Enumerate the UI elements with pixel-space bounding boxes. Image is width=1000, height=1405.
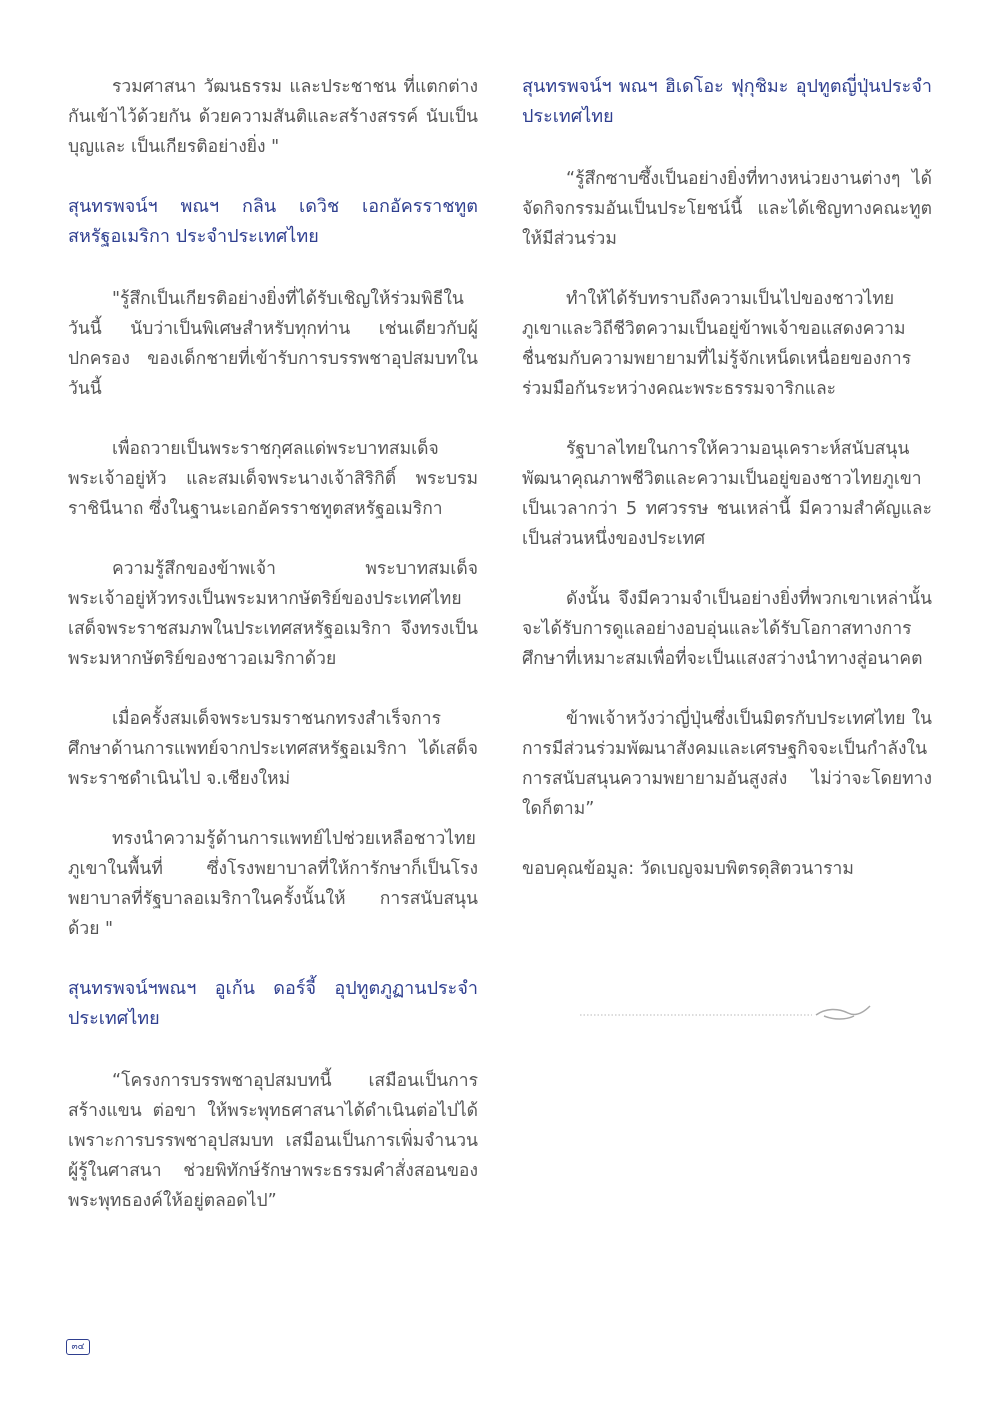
paragraph: รัฐบาลไทยในการให้ความอนุเคราะห์สนับสนุนพัฒนาคุณภาพชีวิตและความเป็นอยู่ของชาวไทยภูเขาเป็นเวลากว่า 5 ทศวรรษ ชนเหล่านี้ มีความสำคัญและเป็นส่วนหนึ่งของประเทศ (522, 439, 932, 549)
paragraph: ดังนั้น จึงมีความจำเป็นอย่างยิ่งที่พวกเขาเหล่านั้น จะได้รับการดูแลอย่างอบอุ่นและได้รับโอกาสทางการศึกษาที่เหมาะสมเพื่อที่จะเป็นแสงสว่างนำทางสู่อนาคต (522, 589, 932, 669)
paragraph: ทำให้ได้รับทราบถึงความเป็นไปของชาวไทยภูเขาและวิถีชีวิตความเป็นอยู่ข้าพเจ้าขอแสดงความชื่นชมกับความพยายามที่ไม่รู้จักเหน็ดเหนื่อยของการร่วมมือกันระหว่างคณะพระธรรมจาริกและ (522, 289, 912, 399)
paragraph: เมื่อครั้งสมเด็จพระบรมราชนกทรงสำเร็จการศึกษาด้านการแพทย์จากประเทศสหรัฐอเมริกา ได้เสด็จพระราชดำเนินไป จ.เชียงใหม่ (68, 709, 478, 789)
section-heading: สุนทรพจน์ฯ พณฯ กลิน เดวิช เอกอัครราชทูตสหรัฐอเมริกา ประจำประเทศไทย (68, 196, 478, 247)
paragraph: ทรงนำความรู้ด้านการแพทย์ไปช่วยเหลือชาวไทยภูเขาในพื้นที่ ซึ่งโรงพยาบาลที่ให้การักษาก็เป็นโรงพยาบาลที่รัฐบาลอเมริกาในครั้งนั้นให้ การสนับสนุนด้วย " (68, 829, 478, 939)
paragraph: รวมศาสนา วัฒนธรรม และประชาชน ที่แตกต่างกันเข้าไว้ด้วยกัน ด้วยความสันติและสร้างสรรค์ นับเป็นบุญและ เป็นเกียรติอย่างยิ่ง " (68, 77, 478, 157)
paragraph: ข้าพเจ้าหวังว่าญี่ปุ่นซึ่งเป็นมิตรกับประเทศไทย ในการมีส่วนร่วมพัฒนาสังคมและเศรษฐกิจจะเป็นกำลังในการสนับสนุนความพยายามอันสูงส่ง ไม่ว่าจะโดยทางใดก็ตาม” (522, 709, 932, 819)
paragraph: "รู้สึกเป็นเกียรติอย่างยิ่งที่ได้รับเชิญให้ร่วมพิธีในวันนี้ นับว่าเป็นพิเศษสำหรับทุกท่าน เช่นเดียวกับผู้ปกครอง ของเด็กชายที่เข้ารับการบรรพชาอุปสมบทในวันนี้ (68, 289, 478, 399)
paragraph: “โครงการบรรพชาอุปสมบทนี้ เสมือนเป็นการสร้างแขน ต่อขา ให้พระพุทธศาสนาได้ดำเนินต่อไปได้ เพราะการบรรพชาอุปสมบท เสมือนเป็นการเพิ่มจำนวนผู้รู้ในศาสนา ช่วยพิทักษ์รักษาพระธรรมคำสั่งสอนของพระพุทธองค์ให้อยู่ตลอดไป” (68, 1071, 478, 1211)
ornament-divider-icon (580, 1000, 880, 1024)
left-column (68, 72, 478, 1246)
page-number: ๓๔ (66, 1339, 90, 1355)
right-column (522, 72, 932, 914)
credit-line: ขอบคุณข้อมูล: วัดเบญจมบพิตรดุสิตวนาราม (522, 859, 854, 879)
paragraph: ความรู้สึกของข้าพเจ้า พระบาทสมเด็จพระเจ้าอยู่หัวทรงเป็นพระมหากษัตริย์ของประเทศไทย เสด็จพระราชสมภพในประเทศสหรัฐอเมริกา จึงทรงเป็นพระมหากษัตริย์ของชาวอเมริกาด้วย (68, 559, 478, 669)
section-heading: สุนทรพจน์ฯพณฯ อูเก้น ดอร์จี้ อุปทูตภูฏานประจำประเทศไทย (68, 978, 478, 1029)
section-heading: สุนทรพจน์ฯ พณฯ ฮิเดโอะ ฟุกุชิมะ อุปทูตญี่ปุ่นประจำประเทศไทย (522, 76, 932, 127)
paragraph: เพื่อถวายเป็นพระราชกุศลแด่พระบาทสมเด็จพระเจ้าอยู่หัว และสมเด็จพระนางเจ้าสิริกิติ์ พระบรมราชินีนาถ ซึ่งในฐานะเอกอัครราชทูตสหรัฐอเมริกา (68, 439, 478, 519)
paragraph: “รู้สึกซาบซึ้งเป็นอย่างยิ่งที่ทางหน่วยงานต่างๆ ได้จัดกิจกรรมอันเป็นประโยชน์นี้ และได้เชิญทางคณะทูตให้มีส่วนร่วม (522, 169, 932, 249)
